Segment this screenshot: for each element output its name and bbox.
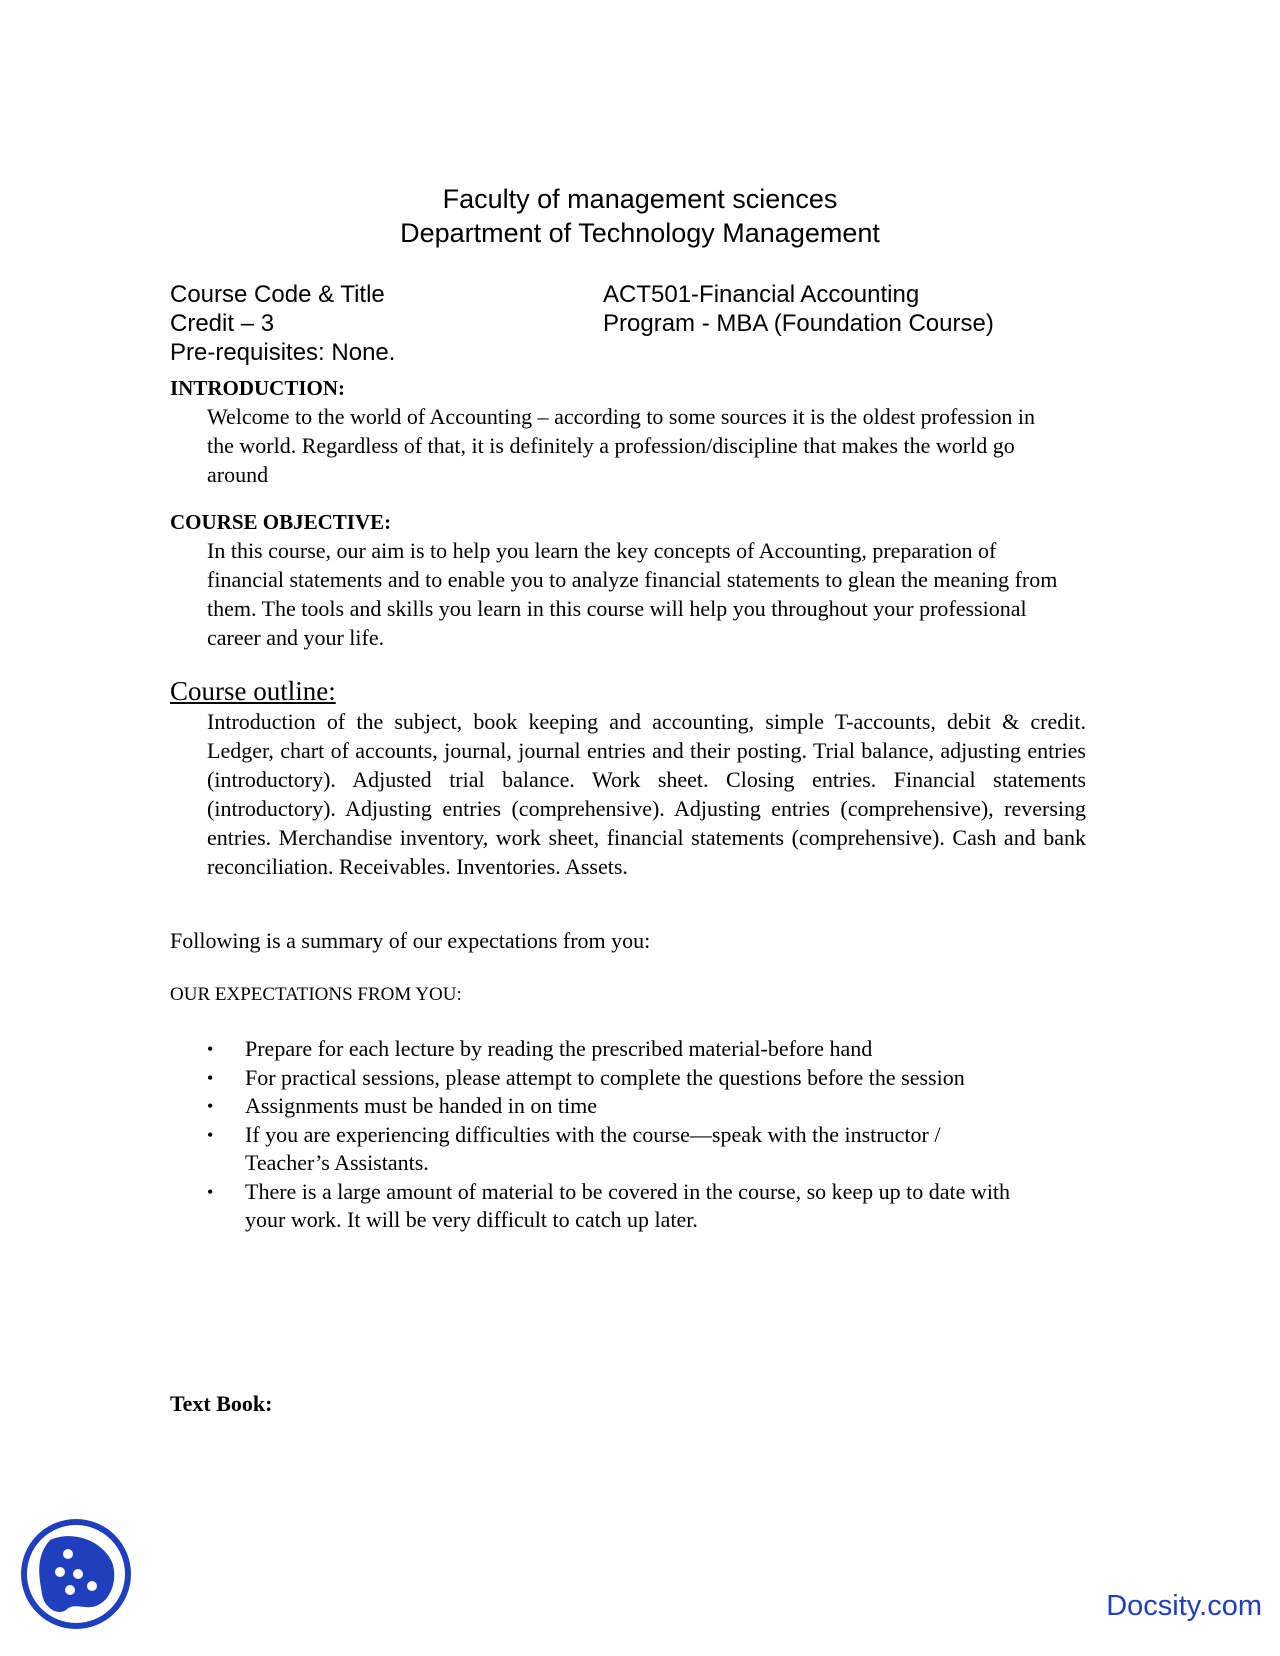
faculty-title: Faculty of management sciences — [442, 184, 838, 214]
course-code-value: ACT501-Financial Accounting — [603, 281, 920, 308]
expectations-list — [170, 1035, 1070, 1235]
document-header — [0, 182, 1280, 250]
outline-text: Introduction of the subject, book keeping and accounting, simple T-accounts, debit & credit. Ledger, chart of accounts, journal, journal entries and their posting. Trial balance, adjusting entries (introductory). Adjusted trial balance. Work sheet. Closing entries. Financial statements (introductory). Adjusting entries (comprehensive). Adjusting entries (comprehensive), reversing entries. Merchandise inventory, work sheet, financial statements (comprehensive). Cash and bank reconciliation. Receivables. Inventories. Assets. — [207, 709, 1086, 879]
list-item-text: For practical sessions, please attempt to complete the questions before the session — [245, 1064, 965, 1090]
program-label: Program - MBA (Foundation Course) — [603, 310, 994, 337]
introduction-text: Welcome to the world of Accounting – according to some sources it is the oldest profession in the world. Regardless of that, it is definitely a profession/discipline that makes the world go around — [207, 404, 1035, 487]
objective-text: In this course, our aim is to help you learn the key concepts of Accounting, preparation of financial statements and to enable you to analyze financial statements to glean the meaning from them. The tools and skills you learn in this course will help you throughout your professional career and your life. — [207, 538, 1058, 650]
list-item-text: Prepare for each lecture by reading the prescribed material-before hand — [245, 1036, 873, 1061]
docsity-brand-link[interactable]: Docsity.com — [1106, 1590, 1262, 1622]
introduction-heading: INTRODUCTION: — [170, 376, 346, 400]
bullet-icon: • — [207, 1096, 214, 1116]
docsity-logo-svg — [20, 1518, 132, 1630]
course-code-label: Course Code & Title — [170, 281, 385, 308]
textbook-heading: Text Book: — [170, 1391, 273, 1416]
introduction-section — [170, 374, 1090, 489]
department-title: Department of Technology Management — [400, 218, 880, 248]
list-item-text: If you are experiencing difficulties with the course—speak with the instructor / Teacher’s Assistants. — [245, 1121, 941, 1175]
list-item-text: Assignments must be handed in on time — [245, 1093, 597, 1118]
prerequisites-label: Pre-requisites: None. — [170, 339, 396, 366]
textbook-section — [170, 1390, 1090, 1418]
expectations-heading: OUR EXPECTATIONS FROM YOU: — [170, 984, 462, 1005]
bullet-icon: • — [207, 1124, 214, 1145]
outline-section — [170, 675, 1090, 881]
docsity-logo-icon[interactable] — [20, 1518, 132, 1630]
bullet-icon: • — [207, 1067, 214, 1088]
bullet-icon: • — [207, 1181, 214, 1202]
list-item — [170, 1121, 965, 1178]
bullet-icon: • — [207, 1039, 214, 1059]
summary-intro-section — [170, 926, 1090, 955]
credit-label: Credit – 3 — [170, 310, 275, 337]
objective-section — [170, 508, 1090, 652]
objective-heading: COURSE OBJECTIVE: — [170, 510, 392, 534]
list-item — [170, 1035, 1070, 1064]
expectations-section — [170, 982, 1090, 1008]
list-item — [170, 1178, 1055, 1235]
list-item — [170, 1092, 1070, 1121]
outline-heading: Course outline: — [170, 676, 336, 706]
expectations-list-section — [170, 1035, 1070, 1235]
list-item — [170, 1064, 1070, 1093]
summary-intro-text: Following is a summary of our expectations from you: — [170, 928, 651, 953]
list-item-text: There is a large amount of material to be covered in the course, so keep up to date with your work. It will be very difficult to catch up later. — [245, 1178, 1011, 1232]
